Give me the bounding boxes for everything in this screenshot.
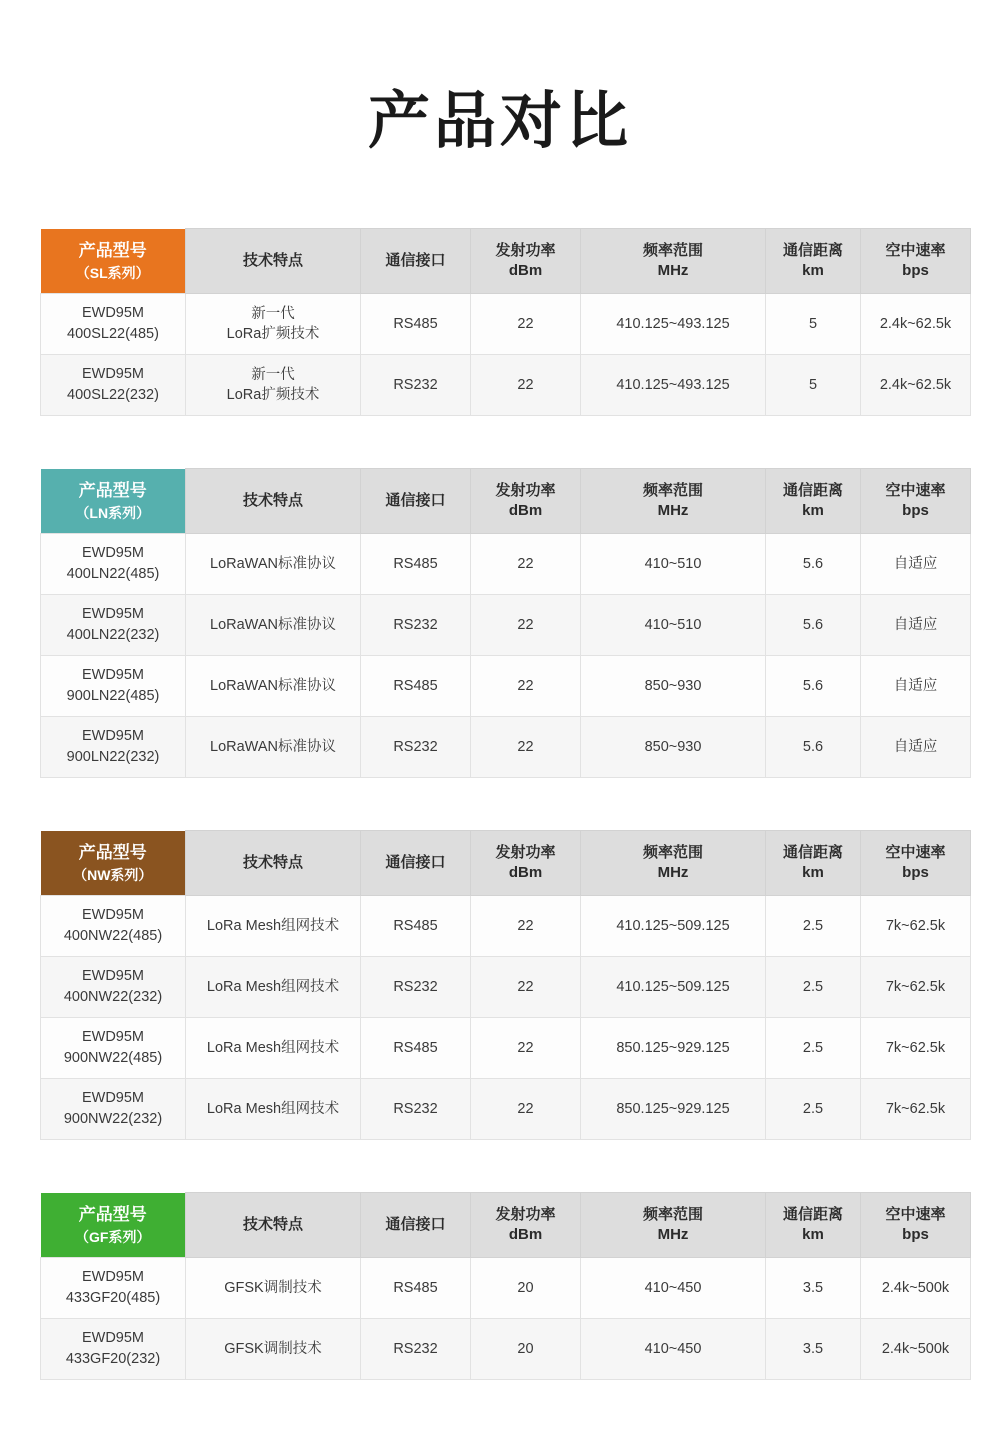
cell-power: 22 bbox=[471, 957, 581, 1018]
cell-rate: 自适应 bbox=[861, 534, 971, 595]
cell-distance: 5 bbox=[766, 355, 861, 416]
cell-rate: 7k~62.5k bbox=[861, 957, 971, 1018]
cell-model-line1: EWD95M bbox=[81, 728, 145, 745]
cell-interface: RS485 bbox=[361, 1018, 471, 1079]
column-header-model-line1: 产品型号 bbox=[78, 842, 147, 862]
cell-interface: RS485 bbox=[361, 534, 471, 595]
column-header-power-line2: dBm bbox=[508, 262, 543, 280]
column-header-interface: 通信接口 bbox=[361, 1193, 471, 1258]
cell-feature-line1: 新一代 bbox=[251, 366, 295, 383]
column-header-power bbox=[471, 831, 581, 896]
cell-model-line1: EWD95M bbox=[81, 968, 145, 985]
table-row bbox=[41, 717, 971, 778]
cell-feature-line1: LoRa Mesh组网技术 bbox=[206, 979, 340, 996]
cell-rate: 2.4k~62.5k bbox=[861, 355, 971, 416]
column-header-frequency bbox=[581, 1193, 766, 1258]
column-header-frequency-line2: MHz bbox=[657, 262, 689, 280]
cell-distance: 5 bbox=[766, 294, 861, 355]
cell-model-line1: EWD95M bbox=[81, 1330, 145, 1347]
column-header-distance-line1: 通信距离 bbox=[782, 843, 843, 861]
cell-distance: 5.6 bbox=[766, 534, 861, 595]
cell-distance: 2.5 bbox=[766, 896, 861, 957]
cell-model-line1: EWD95M bbox=[81, 907, 145, 924]
cell-feature-line1: LoRaWAN标准协议 bbox=[210, 739, 336, 756]
column-header-rate bbox=[861, 469, 971, 534]
cell-feature bbox=[186, 1018, 361, 1079]
comparison-table-1 bbox=[40, 228, 971, 416]
cell-interface: RS232 bbox=[361, 595, 471, 656]
cell-distance: 3.5 bbox=[766, 1319, 861, 1380]
cell-distance: 2.5 bbox=[766, 957, 861, 1018]
cell-feature bbox=[186, 534, 361, 595]
column-header-model-series: （LN系列） bbox=[75, 504, 151, 521]
cell-interface: RS232 bbox=[361, 717, 471, 778]
column-header-rate bbox=[861, 1193, 971, 1258]
column-header-model-series: （GF系列） bbox=[75, 1228, 151, 1245]
cell-feature bbox=[186, 896, 361, 957]
cell-model bbox=[41, 896, 186, 957]
column-header-rate bbox=[861, 831, 971, 896]
comparison-table-2 bbox=[40, 468, 971, 778]
cell-power: 22 bbox=[471, 1079, 581, 1140]
column-header-rate-line2: bps bbox=[902, 864, 929, 882]
cell-model-line2: 400NW22(485) bbox=[63, 928, 163, 945]
page-title: 产品对比 bbox=[367, 87, 632, 156]
cell-model bbox=[41, 534, 186, 595]
column-header-model bbox=[41, 831, 186, 896]
cell-frequency: 850~930 bbox=[581, 717, 766, 778]
cell-feature-line1: LoRaWAN标准协议 bbox=[210, 556, 336, 573]
cell-model bbox=[41, 294, 186, 355]
cell-rate: 2.4k~500k bbox=[861, 1319, 971, 1380]
column-header-rate-line2: bps bbox=[902, 262, 929, 280]
cell-interface: RS232 bbox=[361, 1079, 471, 1140]
cell-interface: RS485 bbox=[361, 656, 471, 717]
cell-model-line2: 900NW22(232) bbox=[63, 1111, 163, 1128]
cell-power: 22 bbox=[471, 896, 581, 957]
column-header-feature: 技术特点 bbox=[186, 469, 361, 534]
cell-power: 22 bbox=[471, 595, 581, 656]
cell-feature bbox=[186, 656, 361, 717]
cell-model-line2: 433GF20(232) bbox=[65, 1351, 161, 1368]
cell-interface: RS232 bbox=[361, 1319, 471, 1380]
column-header-model bbox=[41, 1193, 186, 1258]
cell-frequency: 410~510 bbox=[581, 595, 766, 656]
column-header-rate-line1: 空中速率 bbox=[885, 481, 946, 499]
cell-distance: 5.6 bbox=[766, 656, 861, 717]
cell-frequency: 410.125~509.125 bbox=[581, 957, 766, 1018]
cell-model-line2: 433GF20(485) bbox=[65, 1290, 161, 1307]
column-header-model bbox=[41, 229, 186, 294]
cell-distance: 3.5 bbox=[766, 1258, 861, 1319]
cell-model-line1: EWD95M bbox=[81, 606, 145, 623]
table-row bbox=[41, 294, 971, 355]
cell-feature-line2: LoRa扩频技术 bbox=[226, 326, 320, 343]
cell-model bbox=[41, 957, 186, 1018]
column-header-interface: 通信接口 bbox=[361, 229, 471, 294]
column-header-power-line1: 发射功率 bbox=[495, 241, 556, 259]
column-header-frequency-line1: 频率范围 bbox=[642, 1205, 703, 1223]
column-header-power-line1: 发射功率 bbox=[495, 1205, 556, 1223]
column-header-rate-line2: bps bbox=[902, 502, 929, 520]
cell-feature-line1: GFSK调制技术 bbox=[224, 1280, 322, 1297]
column-header-model-line1: 产品型号 bbox=[78, 240, 147, 260]
column-header-frequency-line2: MHz bbox=[657, 502, 689, 520]
cell-rate: 自适应 bbox=[861, 717, 971, 778]
cell-model-line2: 400SL22(485) bbox=[67, 326, 159, 343]
cell-feature bbox=[186, 717, 361, 778]
column-header-rate-line1: 空中速率 bbox=[885, 241, 946, 259]
column-header-model-line1: 产品型号 bbox=[78, 480, 147, 500]
column-header-power bbox=[471, 229, 581, 294]
cell-feature-line1: LoRaWAN标准协议 bbox=[210, 617, 336, 634]
table-header-row bbox=[41, 831, 971, 896]
cell-power: 20 bbox=[471, 1319, 581, 1380]
cell-frequency: 850.125~929.125 bbox=[581, 1018, 766, 1079]
cell-interface: RS232 bbox=[361, 355, 471, 416]
cell-power: 22 bbox=[471, 656, 581, 717]
column-header-power bbox=[471, 1193, 581, 1258]
column-header-power bbox=[471, 469, 581, 534]
cell-model bbox=[41, 656, 186, 717]
column-header-distance bbox=[766, 831, 861, 896]
column-header-frequency-line2: MHz bbox=[657, 864, 689, 882]
column-header-distance-line1: 通信距离 bbox=[782, 481, 843, 499]
cell-model bbox=[41, 1319, 186, 1380]
column-header-power-line2: dBm bbox=[508, 1226, 543, 1244]
table-row bbox=[41, 656, 971, 717]
cell-frequency: 850.125~929.125 bbox=[581, 1079, 766, 1140]
cell-power: 22 bbox=[471, 534, 581, 595]
cell-feature-line1: LoRa Mesh组网技术 bbox=[206, 1040, 340, 1057]
column-header-interface: 通信接口 bbox=[361, 469, 471, 534]
cell-interface: RS485 bbox=[361, 294, 471, 355]
cell-feature-line1: LoRa Mesh组网技术 bbox=[206, 918, 340, 935]
cell-feature bbox=[186, 1319, 361, 1380]
cell-feature bbox=[186, 355, 361, 416]
cell-power: 22 bbox=[471, 294, 581, 355]
cell-distance: 5.6 bbox=[766, 595, 861, 656]
table-row bbox=[41, 595, 971, 656]
cell-power: 22 bbox=[471, 717, 581, 778]
column-header-frequency-line1: 频率范围 bbox=[642, 241, 703, 259]
cell-model-line2: 400LN22(232) bbox=[66, 627, 160, 644]
cell-model-line1: EWD95M bbox=[81, 1269, 145, 1286]
cell-feature bbox=[186, 1079, 361, 1140]
cell-frequency: 410~510 bbox=[581, 534, 766, 595]
cell-model-line1: EWD95M bbox=[81, 366, 145, 383]
cell-feature-line1: 新一代 bbox=[251, 305, 295, 322]
cell-distance: 2.5 bbox=[766, 1079, 861, 1140]
cell-rate: 7k~62.5k bbox=[861, 1018, 971, 1079]
table-header-row bbox=[41, 229, 971, 294]
comparison-table-3 bbox=[40, 830, 971, 1140]
column-header-feature: 技术特点 bbox=[186, 229, 361, 294]
cell-model-line2: 400NW22(232) bbox=[63, 989, 163, 1006]
column-header-rate bbox=[861, 229, 971, 294]
column-header-model-series: （SL系列） bbox=[75, 264, 150, 281]
cell-model-line2: 900NW22(485) bbox=[63, 1050, 163, 1067]
cell-feature-line1: LoRaWAN标准协议 bbox=[210, 678, 336, 695]
cell-feature bbox=[186, 1258, 361, 1319]
column-header-power-line1: 发射功率 bbox=[495, 843, 556, 861]
column-header-distance bbox=[766, 469, 861, 534]
cell-interface: RS485 bbox=[361, 896, 471, 957]
table-row bbox=[41, 355, 971, 416]
cell-frequency: 850~930 bbox=[581, 656, 766, 717]
column-header-distance-line2: km bbox=[802, 1226, 824, 1244]
column-header-frequency bbox=[581, 469, 766, 534]
column-header-distance-line2: km bbox=[802, 502, 824, 520]
column-header-distance-line1: 通信距离 bbox=[782, 1205, 843, 1223]
cell-feature-line1: LoRa Mesh组网技术 bbox=[206, 1101, 340, 1118]
comparison-table-4 bbox=[40, 1192, 971, 1380]
table-header-row bbox=[41, 469, 971, 534]
cell-frequency: 410.125~509.125 bbox=[581, 896, 766, 957]
cell-model-line2: 400LN22(485) bbox=[66, 566, 160, 583]
cell-model bbox=[41, 1018, 186, 1079]
column-header-frequency-line2: MHz bbox=[657, 1226, 689, 1244]
cell-model bbox=[41, 1258, 186, 1319]
cell-frequency: 410.125~493.125 bbox=[581, 355, 766, 416]
column-header-rate-line2: bps bbox=[902, 1226, 929, 1244]
column-header-feature: 技术特点 bbox=[186, 831, 361, 896]
cell-model-line2: 400SL22(232) bbox=[67, 387, 159, 404]
cell-power: 22 bbox=[471, 355, 581, 416]
cell-rate: 7k~62.5k bbox=[861, 1079, 971, 1140]
table-row bbox=[41, 534, 971, 595]
column-header-distance-line2: km bbox=[802, 864, 824, 882]
cell-distance: 2.5 bbox=[766, 1018, 861, 1079]
cell-model-line2: 900LN22(485) bbox=[66, 688, 160, 705]
cell-frequency: 410~450 bbox=[581, 1319, 766, 1380]
cell-power: 22 bbox=[471, 1018, 581, 1079]
cell-feature bbox=[186, 957, 361, 1018]
comparison-tables bbox=[40, 228, 960, 1380]
cell-interface: RS232 bbox=[361, 957, 471, 1018]
cell-model bbox=[41, 717, 186, 778]
cell-rate: 2.4k~500k bbox=[861, 1258, 971, 1319]
column-header-rate-line1: 空中速率 bbox=[885, 843, 946, 861]
cell-model-line1: EWD95M bbox=[81, 305, 145, 322]
column-header-feature: 技术特点 bbox=[186, 1193, 361, 1258]
cell-power: 20 bbox=[471, 1258, 581, 1319]
cell-feature-line1: GFSK调制技术 bbox=[224, 1341, 322, 1358]
column-header-distance-line1: 通信距离 bbox=[782, 241, 843, 259]
column-header-frequency bbox=[581, 831, 766, 896]
cell-model-line1: EWD95M bbox=[81, 1029, 145, 1046]
column-header-interface: 通信接口 bbox=[361, 831, 471, 896]
table-row bbox=[41, 1079, 971, 1140]
cell-model bbox=[41, 595, 186, 656]
column-header-power-line2: dBm bbox=[508, 502, 543, 520]
cell-frequency: 410~450 bbox=[581, 1258, 766, 1319]
column-header-model bbox=[41, 469, 186, 534]
table-row bbox=[41, 1258, 971, 1319]
column-header-model-line1: 产品型号 bbox=[78, 1204, 147, 1224]
table-row bbox=[41, 1319, 971, 1380]
column-header-distance-line2: km bbox=[802, 262, 824, 280]
cell-rate: 自适应 bbox=[861, 656, 971, 717]
cell-rate: 自适应 bbox=[861, 595, 971, 656]
cell-rate: 2.4k~62.5k bbox=[861, 294, 971, 355]
column-header-distance bbox=[766, 229, 861, 294]
cell-feature bbox=[186, 294, 361, 355]
cell-model bbox=[41, 1079, 186, 1140]
cell-model-line1: EWD95M bbox=[81, 545, 145, 562]
column-header-frequency bbox=[581, 229, 766, 294]
column-header-power-line1: 发射功率 bbox=[495, 481, 556, 499]
table-row bbox=[41, 1018, 971, 1079]
cell-frequency: 410.125~493.125 bbox=[581, 294, 766, 355]
cell-feature bbox=[186, 595, 361, 656]
cell-feature-line2: LoRa扩频技术 bbox=[226, 387, 320, 404]
column-header-frequency-line1: 频率范围 bbox=[642, 843, 703, 861]
cell-model bbox=[41, 355, 186, 416]
cell-interface: RS485 bbox=[361, 1258, 471, 1319]
column-header-rate-line1: 空中速率 bbox=[885, 1205, 946, 1223]
column-header-frequency-line1: 频率范围 bbox=[642, 481, 703, 499]
cell-model-line1: EWD95M bbox=[81, 1090, 145, 1107]
cell-distance: 5.6 bbox=[766, 717, 861, 778]
cell-model-line2: 900LN22(232) bbox=[66, 749, 160, 766]
column-header-distance bbox=[766, 1193, 861, 1258]
cell-rate: 7k~62.5k bbox=[861, 896, 971, 957]
table-row bbox=[41, 957, 971, 1018]
column-header-power-line2: dBm bbox=[508, 864, 543, 882]
table-row bbox=[41, 896, 971, 957]
column-header-model-series: （NW系列） bbox=[73, 866, 153, 883]
table-header-row bbox=[41, 1193, 971, 1258]
cell-model-line1: EWD95M bbox=[81, 667, 145, 684]
